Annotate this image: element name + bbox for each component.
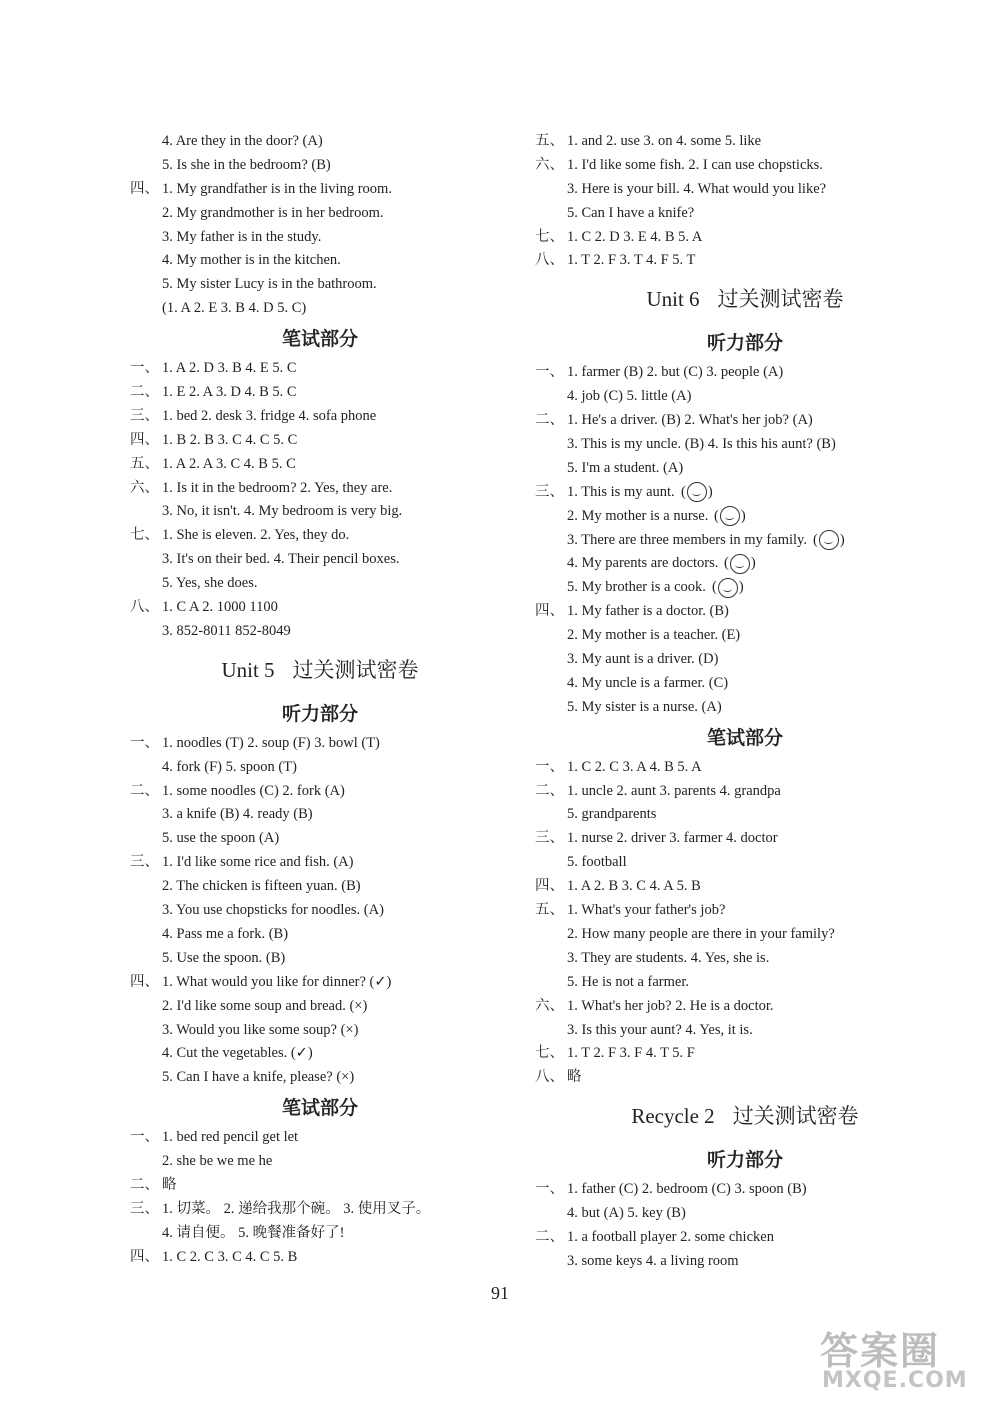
answer-line [130,1126,510,1150]
question-number: 四、 [130,973,159,990]
answer-line [535,1178,955,1202]
answer-line [535,1042,955,1066]
page-number: 91 [491,1283,509,1303]
answer-line [535,202,955,226]
answer-text: 1. What would you like for dinner? (✓) [162,973,392,990]
answer-line [130,923,510,947]
answer-line [535,780,955,804]
answer-text: 1. What's your father's job? [567,902,726,919]
question-number: 四、 [130,180,159,197]
watermark-logo [820,1320,990,1400]
answer-text: 1. Is it in the bedroom? 2. Yes, they are. [162,479,393,496]
answer-text: 1. This is my aunt. [567,483,675,500]
answer-text: 3. Here is your bill. 4. What would you like? [567,180,827,197]
question-number: 三、 [535,830,564,847]
answer-text: 2. How many people are there in your family? [567,925,835,942]
question-number: 七、 [130,527,159,544]
question-number: 一、 [130,734,159,751]
answer-line [535,385,955,409]
answer-text: 2. My mother is a nurse. [567,507,709,524]
answer-line [535,875,955,899]
unit-subtitle: 过关测试密卷 [717,287,844,312]
answer-text: 4. job (C) 5. little (A) [567,388,692,405]
answer-line [130,524,510,548]
answer-text: 3. My father is in the study. [162,228,322,245]
answer-line [535,1250,955,1274]
question-number: 八、 [535,252,564,269]
answer-line [535,851,955,875]
answer-text: 4. Cut the vegetables. (✓) [162,1045,313,1062]
watermark-text: 答案圈 [820,1329,941,1373]
answer-line [535,803,955,827]
answer-text: 4. but (A) 5. key (B) [567,1205,686,1222]
answer-line [130,899,510,923]
answer-line [130,1198,510,1222]
section-heading: 听力部分 [281,702,358,725]
question-number: 八、 [535,1069,564,1086]
answer-text: 1. bed 2. desk 3. fridge 4. sofa phone [162,407,377,424]
answer-line [130,780,510,804]
answer-line [535,457,955,481]
answer-text: 1. C A 2. 1000 1100 [162,599,278,616]
answer-text: 5. Can I have a knife, please? (×) [162,1069,355,1086]
answer-text: 1. father (C) 2. bedroom (C) 3. spoon (B) [567,1181,807,1198]
question-number: 六、 [535,156,564,173]
answer-text: 5. My sister is a nurse. (A) [567,698,722,715]
question-number: 六、 [535,997,564,1014]
answer-text: 3. This is my uncle. (B) 4. Is this his aunt? (B) [567,436,836,453]
answer-text: 1. bed red pencil get let [162,1129,299,1146]
answer-text: 2. I'd like some soup and bread. (×) [162,997,368,1014]
answer-text: 4. My parents are doctors. [567,555,719,572]
answer-text: 3. Is this your aunt? 4. Yes, it is. [567,1021,753,1038]
answer-text: 2. My mother is a teacher. (E) [567,627,741,644]
answer-text: 1. T 2. F 3. T 4. F 5. T [567,252,696,269]
answer-line [535,529,955,553]
answer-text: 3. 852-8011 852-8049 [162,622,291,639]
answer-text: 4. My mother is in the kitchen. [162,252,341,269]
question-number: 四、 [535,603,564,620]
answer-line [535,600,955,624]
answer-line [535,361,955,385]
answer-text: 1. My grandfather is in the living room. [162,180,392,197]
answer-text: 1. farmer (B) 2. but (C) 3. people (A) [567,364,784,381]
answer-line [535,552,955,576]
answer-text: 5. He is not a farmer. [567,973,690,990]
answer-line [130,1066,510,1090]
answer-line [130,429,510,453]
answer-text: 1. A 2. A 3. C 4. B 5. C [162,455,296,472]
question-number: 六、 [130,479,159,496]
answer-text: 3. They are students. 4. Yes, she is. [567,949,770,966]
smiley-face-icon: ( ) [724,552,756,576]
answer-text: 5. My sister Lucy is in the bathroom. [162,276,377,293]
answer-text: 略 [567,1069,582,1086]
answer-line [130,226,510,250]
answer-text: 5. Is she in the bedroom? (B) [162,156,331,173]
left-answer-column [130,130,510,1270]
answer-line [535,409,955,433]
answer-text: 3. some keys 4. a living room [567,1252,739,1269]
answer-line [535,249,955,273]
answer-line [130,947,510,971]
answer-line [130,178,510,202]
answer-line [535,756,955,780]
unit-title [535,1090,955,1142]
answer-text: 5. My brother is a cook. [567,579,706,596]
smiley-face-icon: ( ) [813,529,845,553]
answer-line [535,995,955,1019]
answer-text: 4. fork (F) 5. spoon (T) [162,758,297,775]
answer-text: (1. A 2. E 3. B 4. D 5. C) [162,300,307,317]
answer-line [130,803,510,827]
answer-text: 1. C 2. C 3. A 4. B 5. A [567,758,702,775]
answer-text: 3. Would you like some soup? (×) [162,1021,359,1038]
section-heading: 听力部分 [706,1149,783,1172]
answer-text: 2. The chicken is fifteen yuan. (B) [162,878,361,895]
question-number: 二、 [130,384,159,401]
answer-line [130,827,510,851]
answer-line [130,357,510,381]
answer-line [130,995,510,1019]
answer-line [130,1246,510,1270]
answer-text: 1. a football player 2. some chicken [567,1228,774,1245]
answer-text: 1. C 2. C 3. C 4. C 5. B [162,1248,298,1265]
answer-text: 1. noodles (T) 2. soup (F) 3. bowl (T) [162,734,380,751]
smiley-face-icon: ( ) [681,481,713,505]
answer-line [535,1226,955,1250]
answer-line [535,576,955,600]
section-heading: 听力部分 [706,332,783,355]
answer-line [535,899,955,923]
section-heading: 笔试部分 [281,328,358,351]
answer-line [535,923,955,947]
answer-line [130,405,510,429]
answer-text: 1. uncle 2. aunt 3. parents 4. grandpa [567,782,781,799]
answer-line [130,297,510,321]
answer-line [535,672,955,696]
answer-line [535,505,955,529]
answer-text: 1. E 2. A 3. D 4. B 5. C [162,384,297,401]
answer-line [130,273,510,297]
answer-line [130,453,510,477]
watermark-url: MXQE.COM [822,1368,968,1393]
answer-line [535,178,955,202]
answer-line [130,202,510,226]
unit-name: Unit 6 [646,287,700,312]
answer-line [130,249,510,273]
question-number: 八、 [130,599,159,616]
answer-text: 2. she be we me he [162,1153,273,1170]
answer-line [535,154,955,178]
answer-line [130,851,510,875]
answer-line [130,1042,510,1066]
answer-line [535,481,955,505]
answer-text: 2. My grandmother is in her bedroom. [162,204,384,221]
answer-text: 5. I'm a student. (A) [567,459,684,476]
answer-text: 1. T 2. F 3. F 4. T 5. F [567,1045,695,1062]
question-number: 三、 [130,407,159,424]
section-heading: 笔试部分 [281,1097,358,1120]
answer-line [130,548,510,572]
question-number: 七、 [535,228,564,245]
answer-text: 3. It's on their bed. 4. Their pencil boxes. [162,551,400,568]
answer-text: 1. and 2. use 3. on 4. some 5. like [567,133,762,149]
answer-line [535,1202,955,1226]
answer-text: 4. Are they in the door? (A) [162,133,323,149]
unit-title [130,644,510,696]
answer-line [535,648,955,672]
question-number: 五、 [535,133,564,149]
answer-text: 1. I'd like some rice and fish. (A) [162,854,354,871]
answer-line [130,971,510,995]
answer-line [130,381,510,405]
answer-line [535,971,955,995]
answer-text: 1. C 2. D 3. E 4. B 5. A [567,228,703,245]
question-number: 一、 [535,364,564,381]
answer-text: 1. 切菜。 2. 递给我那个碗。 3. 使用叉子。 [162,1200,431,1217]
answer-text: 5. football [567,854,627,871]
answer-line [130,1174,510,1198]
smiley-face-icon: ( ) [714,505,746,529]
answer-text: 5. Yes, she does. [162,575,258,592]
question-number: 五、 [130,455,159,472]
answer-line [535,226,955,250]
answer-text: 1. What's her job? 2. He is a doctor. [567,997,774,1014]
answer-line [535,1019,955,1043]
answer-line [535,1066,955,1090]
answer-line [130,1222,510,1246]
question-number: 五、 [535,902,564,919]
answer-line [130,1150,510,1174]
question-number: 四、 [130,431,159,448]
unit-name: Unit 5 [221,657,275,682]
answer-line [535,624,955,648]
question-number: 一、 [535,758,564,775]
question-number: 三、 [130,1200,159,1217]
answer-line [130,756,510,780]
answer-text: 4. My uncle is a farmer. (C) [567,674,729,691]
question-number: 一、 [130,360,159,377]
answer-text: 1. A 2. B 3. C 4. A 5. B [567,878,701,895]
answer-line [130,1019,510,1043]
answer-text: 1. My father is a doctor. (B) [567,603,729,620]
answer-line [130,130,510,154]
answer-text: 5. use the spoon (A) [162,830,280,847]
answer-line [130,154,510,178]
answer-line [535,130,955,154]
answer-text: 4. 请自便。 5. 晚餐准备好了! [162,1224,345,1241]
answer-line [130,500,510,524]
answer-text: 1. B 2. B 3. C 4. C 5. C [162,431,298,448]
answer-line [130,572,510,596]
answer-text: 1. She is eleven. 2. Yes, they do. [162,527,350,544]
answer-text: 3. No, it isn't. 4. My bedroom is very big. [162,503,403,520]
answer-text: 3. There are three members in my family. [567,531,807,548]
question-number: 七、 [535,1045,564,1062]
answer-line [130,875,510,899]
question-number: 二、 [535,412,564,429]
answer-line [130,620,510,644]
answer-text: 1. some noodles (C) 2. fork (A) [162,782,345,799]
smiley-face-icon: ( ) [712,576,744,600]
question-number: 二、 [535,1228,564,1245]
question-number: 四、 [535,878,564,895]
answer-text: 4. Pass me a fork. (B) [162,925,289,942]
question-number: 三、 [535,483,564,500]
answer-line [535,947,955,971]
question-number: 三、 [130,854,159,871]
answer-line [535,696,955,720]
answer-text: 3. My aunt is a driver. (D) [567,651,719,668]
unit-name: Recycle 2 [631,1104,715,1129]
answer-text: 3. a knife (B) 4. ready (B) [162,806,313,823]
right-answer-column [535,130,955,1274]
section-heading: 笔试部分 [706,726,783,749]
answer-line [130,732,510,756]
answer-text: 5. Can I have a knife? [567,204,695,221]
answer-text: 1. A 2. D 3. B 4. E 5. C [162,360,297,377]
answer-text: 略 [162,1176,177,1193]
question-number: 一、 [130,1129,159,1146]
answer-line [535,433,955,457]
answer-text: 5. Use the spoon. (B) [162,949,286,966]
question-number: 四、 [130,1248,159,1265]
question-number: 一、 [535,1181,564,1198]
unit-subtitle: 过关测试密卷 [292,657,419,682]
question-number: 二、 [535,782,564,799]
answer-text: 1. I'd like some fish. 2. I can use chopsticks. [567,156,823,173]
unit-subtitle: 过关测试密卷 [732,1104,859,1129]
answer-line [130,477,510,501]
unit-title [535,273,955,325]
answer-line [130,596,510,620]
answer-text: 1. nurse 2. driver 3. farmer 4. doctor [567,830,778,847]
answer-text: 5. grandparents [567,806,657,823]
question-number: 二、 [130,782,159,799]
answer-line [535,827,955,851]
answer-text: 1. He's a driver. (B) 2. What's her job? (A) [567,412,813,429]
answer-text: 3. You use chopsticks for noodles. (A) [162,902,384,919]
question-number: 二、 [130,1176,159,1193]
